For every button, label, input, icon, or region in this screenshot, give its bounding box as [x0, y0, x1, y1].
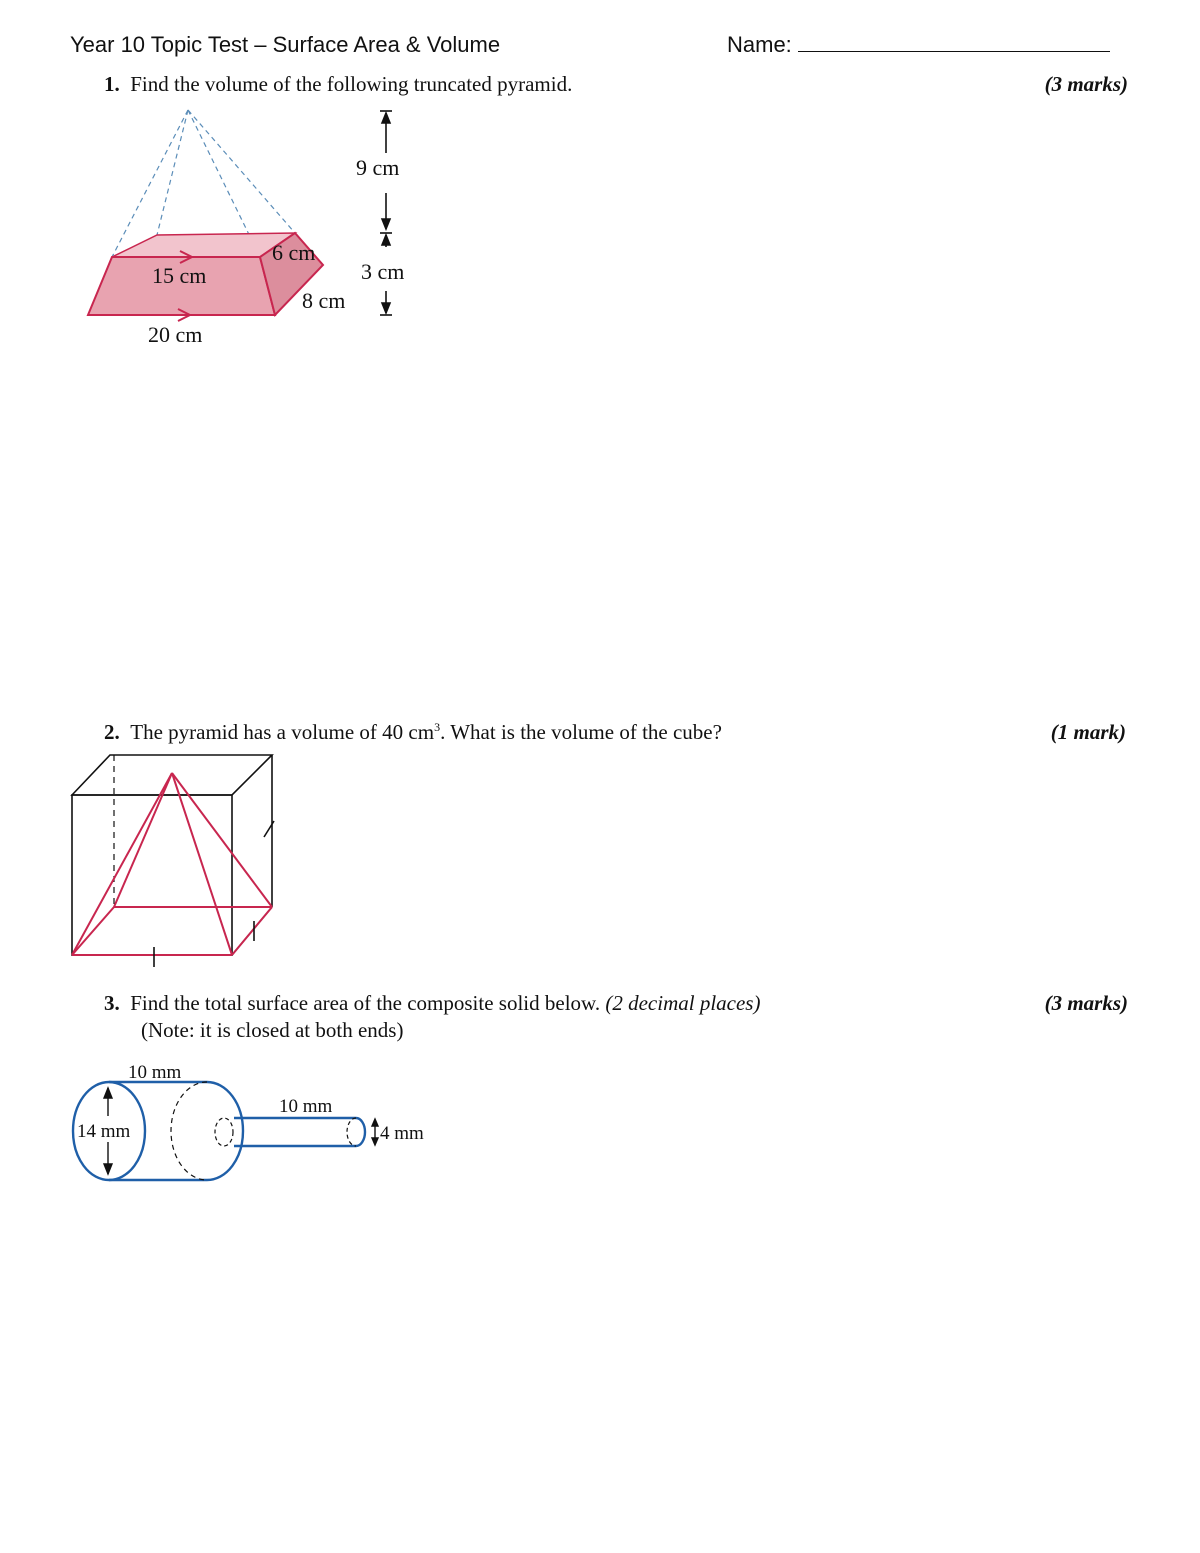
page-title: Year 10 Topic Test – Surface Area & Volume	[70, 32, 501, 57]
question-3-number: 3.	[104, 991, 120, 1015]
question-2-marks: (1 mark)	[1050, 720, 1126, 744]
question-2-number: 2.	[104, 720, 120, 744]
equal-length-tick-marks	[154, 821, 274, 967]
small-diameter-arrow	[372, 1119, 378, 1145]
question-1-number: 1.	[104, 72, 120, 96]
name-label: Name:	[727, 32, 792, 57]
name-blank-line[interactable]	[798, 33, 1110, 52]
small-cylinder-hidden-edge	[347, 1118, 356, 1146]
label-frustum-height: 3 cm	[361, 259, 405, 284]
pyramid-edges	[72, 773, 272, 955]
cube-edges	[72, 755, 272, 955]
question-2-text-before: The pyramid has a volume of 40 cm	[130, 720, 435, 744]
composite-cylinder-figure	[64, 1056, 454, 1191]
small-cylinder-hidden-end	[215, 1118, 233, 1146]
large-cylinder-hidden-edge	[171, 1082, 207, 1180]
label-large-diameter: 14 mm	[77, 1121, 131, 1142]
question-2-text-after: . What is the volume of the cube?	[440, 720, 722, 744]
question-3-marks: (3 marks)	[1044, 991, 1128, 1015]
question-3	[104, 991, 760, 1016]
small-cylinder-edges	[234, 1118, 365, 1146]
name-field[interactable]	[727, 32, 1110, 58]
label-small-diameter: 4 mm	[380, 1123, 424, 1144]
label-top-width: 6 cm	[272, 240, 316, 265]
question-3-note: (Note: it is closed at both ends)	[141, 1018, 404, 1042]
label-base-width: 8 cm	[302, 288, 346, 313]
label-large-length: 10 mm	[128, 1062, 182, 1083]
question-1	[104, 72, 572, 97]
question-1-text: Find the volume of the following truncated pyramid.	[130, 72, 573, 96]
label-base-length: 20 cm	[148, 322, 203, 347]
label-top-height: 9 cm	[356, 155, 400, 180]
label-top-length: 15 cm	[152, 263, 207, 288]
question-2-superscript: 3	[434, 720, 441, 734]
label-small-length: 10 mm	[279, 1096, 333, 1117]
question-2	[104, 720, 722, 745]
truncated-pyramid-figure	[80, 105, 440, 355]
height-dimension-arrows	[380, 111, 392, 315]
question-3-text-italic: (2 decimal places)	[605, 991, 761, 1015]
cube-pyramid-figure	[62, 745, 292, 970]
question-1-marks: (3 marks)	[1044, 72, 1128, 96]
question-3-text: Find the total surface area of the composite solid below.	[130, 991, 601, 1015]
